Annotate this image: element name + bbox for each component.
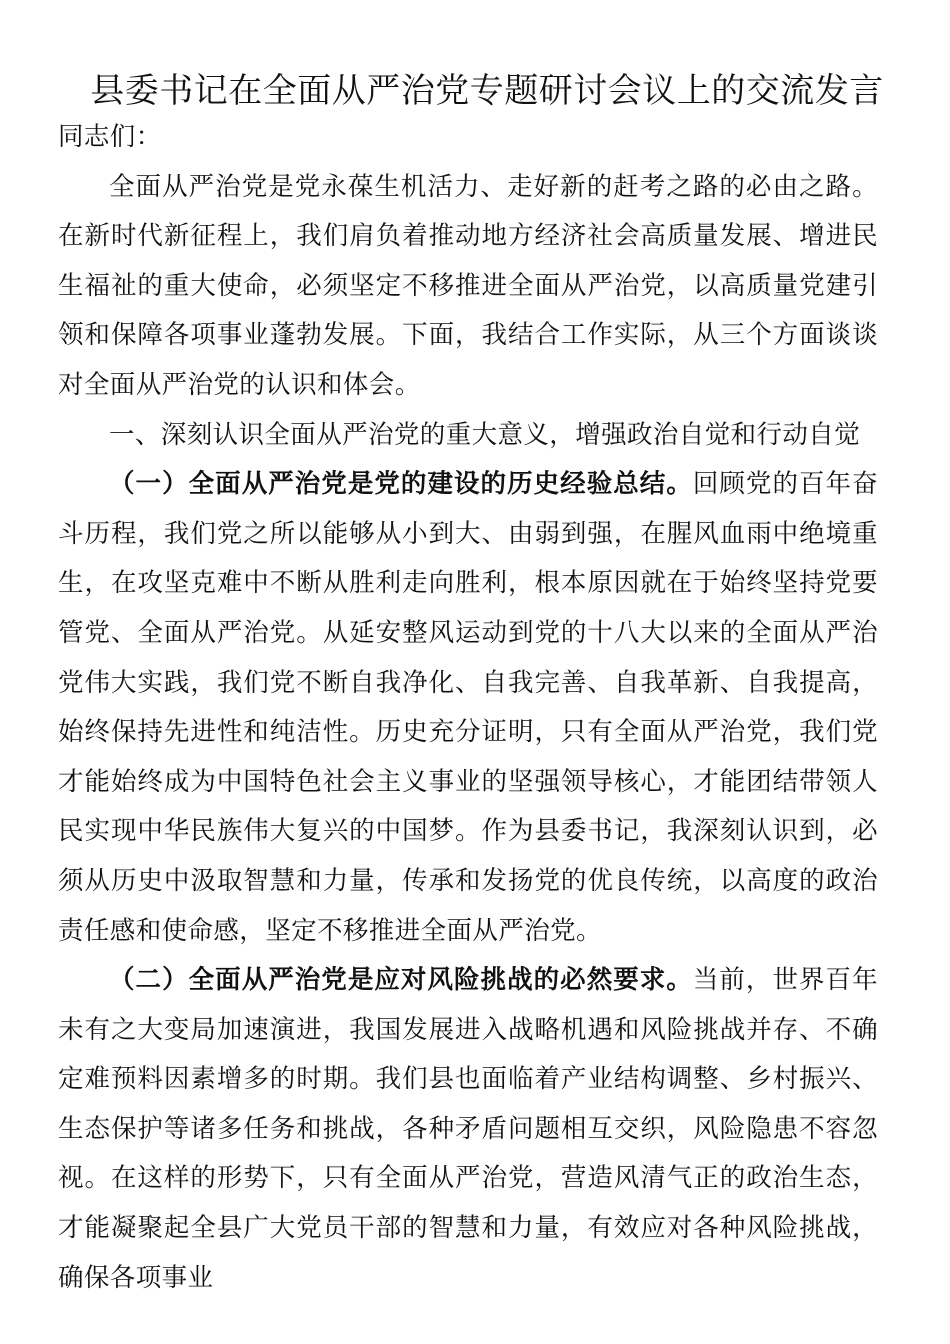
point-2-text: 当前，世界百年未有之大变局加速演进，我国发展进入战略机遇和风险挑战并存、不确定难预料因素增多的时期。我们县也面临着产业结构调整、乡村振兴、生态保护等诸多任务和挑战，各种矛盾问题相互交织，风险隐患不容忽视。在这样的形势下，只有全面从严治党，营造风清气正的政治生态，才能凝聚起全县广大党员干部的智慧和力量，有效应对各种风险挑战，确保各项事业 bbox=[58, 965, 878, 1293]
document-title: 县委书记在全面从严治党专题研讨会议上的交流发言 bbox=[90, 71, 884, 111]
section-1-heading: 一、深刻认识全面从严治党的重大意义，增强政治自觉和行动自觉 bbox=[109, 419, 861, 450]
point-2-subheading: （二）全面从严治党是应对风险挑战的必然要求。 bbox=[109, 965, 693, 996]
point-1-subheading: （一）全面从严治党是党的建设的历史经验总结。 bbox=[109, 469, 693, 500]
point-1-text: 回顾党的百年奋斗历程，我们党之所以能够从小到大、由弱到强，在腥风血雨中绝境重生，在攻坚克难中不断从胜利走向胜利，根本原因就在于始终坚持党要管党、全面从严治党。从延安整风运动到党的十八大以来的全面从严治党伟大实践，我们党不断自我净化、自我完善、自我革新、自我提高，始终保持先进性和纯洁性。历史充分证明，只有全面从严治党，我们党才能始终成为中国特色社会主义事业的坚强领导核心，才能团结带领人民实现中华民族伟大复兴的中国梦。作为县委书记，我深刻认识到，必须从历史中汲取智慧和力量，传承和发扬党的优良传统，以高度的政治责任感和使命感，坚定不移推进全面从严治党。 bbox=[58, 469, 878, 946]
intro-paragraph: 全面从严治党是党永葆生机活力、走好新的赶考之路的必由之路。在新时代新征程上，我们肩负着推动地方经济社会高质量发展、增进民生福祉的重大使命，必须坚定不移推进全面从严治党，以高质量党建引领和保障各项事业蓬勃发展。下面，我结合工作实际，从三个方面谈谈对全面从严治党的认识和体会。 bbox=[58, 171, 878, 400]
document-body bbox=[58, 113, 878, 1303]
point-1-paragraph bbox=[58, 460, 878, 956]
point-2-paragraph bbox=[58, 956, 878, 1303]
salutation: 同志们： bbox=[58, 122, 162, 152]
